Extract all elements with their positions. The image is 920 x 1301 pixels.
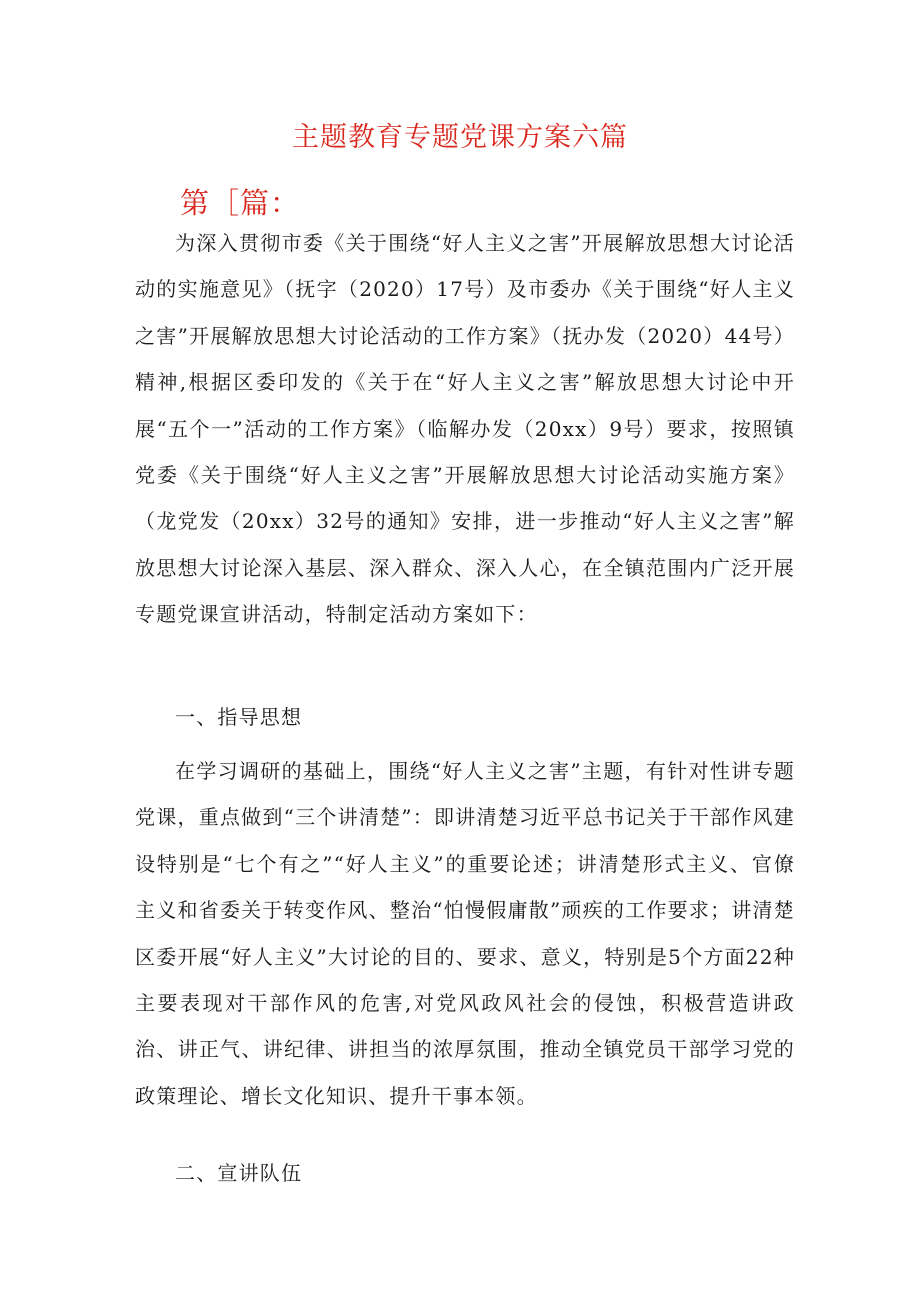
paragraph-intro: 为深入贯彻市委《关于围绕“好人主义之害”开展解放思想大讨论活动的实施意见》（抚字（2020）17号）及市委办《关于围绕“好人主义之害”开展解放思想大讨论活动的工作方案》（抚办发（2020）44号）精神,根据区委印发的《关于在“好人主义之害”解放思想大讨论中开展“五个一”活动的工作方案》（临解办发（20xx）9号）要求，按照镇党委《关于围绕“好人主义之害”开展解放思想大讨论活动实施方案》（龙党发（20xx）32号的通知》安排，进一步推动“好人主义之害”解放思想大讨论深入基层、深入群众、深入人心，在全镇范围内广泛开展专题党课宣讲活动，特制定活动方案如下：	[135, 231, 795, 627]
paragraph-guiding-ideology: 在学习调研的基础上，围绕“好人主义之害”主题，有针对性讲专题党课，重点做到“三个讲清楚”：即讲清楚习近平总书记关于干部作风建设特别是“七个有之”“好人主义”的重要论述；讲清楚形式主义、官僚主义和省委关于转变作风、整治“怕慢假庸散”顽疾的工作要求；讲清楚区委开展“好人主义”大讨论的目的、要求、意义，特别是5个方面22种主要表现对干部作风的危害,对党风政风社会的侵蚀，积极营造讲政治、讲正气、讲纪律、讲担当的浓厚氛围，推动全镇党员干部学习党的政策理论、增长文化知识、提升干事本领。	[135, 759, 795, 1108]
chapter-heading: 第［篇：	[180, 186, 301, 220]
section-heading-guiding-ideology: 一、指导思想	[175, 705, 303, 729]
section-heading-lecture-team: 二、宣讲队伍	[175, 1161, 303, 1185]
document-title: 主题教育专题党课方案六篇	[292, 122, 628, 153]
